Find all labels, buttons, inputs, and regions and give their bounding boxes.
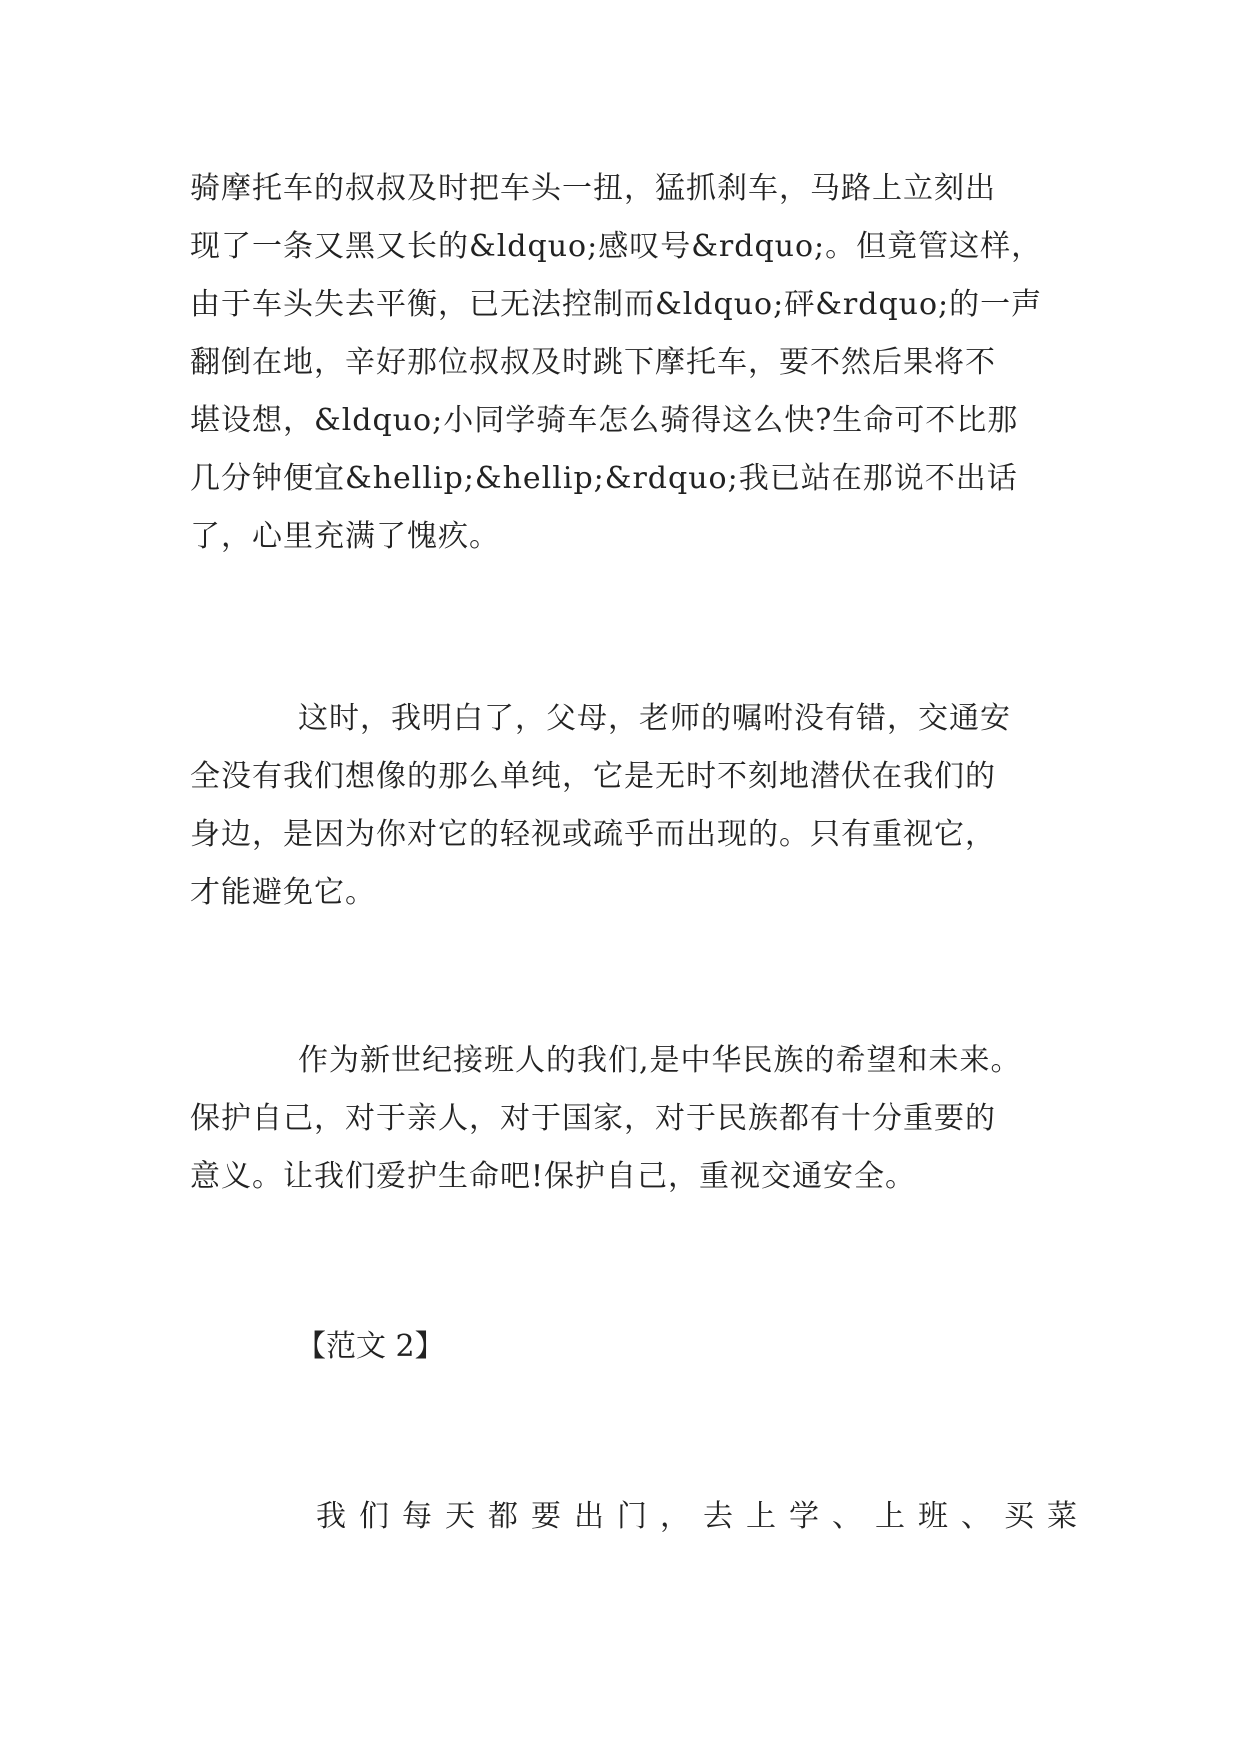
text-line: 由于车头失去平衡，已无法控制而&ldquo;砰&rdquo;的一声 [190,287,1043,322]
text-line: 我们每天都要出门，去上学、上班、买菜 [316,1499,1090,1534]
text-line: 了，心里充满了愧疚。 [190,519,500,554]
paragraph-realization [190,690,1070,922]
text-line: 意义。让我们爱护生命吧!保护自己，重视交通安全。 [190,1159,917,1194]
text-line: 堪设想，&ldquo;小同学骑车怎么骑得这么快?生命可不比那 [190,403,1019,438]
text-line: 现了一条又黑又长的&ldquo;感叹号&rdquo;。但竟管这样， [190,229,1043,264]
paragraph-accident [190,160,1070,566]
paragraph-conclusion [190,1032,1070,1206]
text-line: 保护自己，对于亲人，对于国家，对于民族都有十分重要的 [190,1101,996,1136]
text-line: 才能避免它。 [190,875,376,910]
text-line: 这时，我明白了，父母，老师的嘱咐没有错，交通安 [298,701,1011,736]
text-line: 全没有我们想像的那么单纯，它是无时不刻地潜伏在我们的 [190,759,996,794]
text-line: 翻倒在地，辛好那位叔叔及时跳下摩托车，要不然后果将不 [190,345,996,380]
text-line: 几分钟便宜&hellip;&hellip;&rdquo;我已站在那说不出话 [190,461,1018,496]
paragraph-sample-two [316,1488,1090,1546]
section-heading: 【范文 2】 [296,1329,445,1364]
text-line: 身边，是因为你对它的轻视或疏乎而出现的。只有重视它， [190,817,996,852]
text-line: 作为新世纪接班人的我们,是中华民族的希望和未来。 [298,1043,1022,1078]
text-line: 骑摩托车的叔叔及时把车头一扭，猛抓刹车，马路上立刻出 [190,171,996,206]
